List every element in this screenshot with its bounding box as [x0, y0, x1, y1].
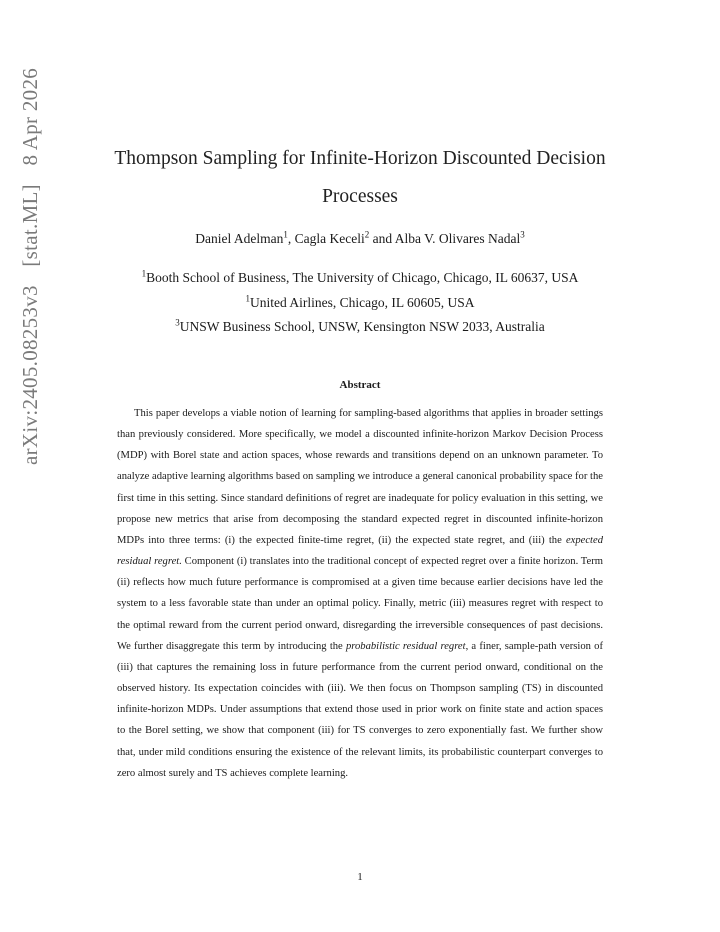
affiliation	[90, 291, 630, 316]
author-affiliation-mark: 2	[364, 229, 370, 240]
affiliation	[90, 266, 630, 291]
author-separator: ,	[287, 231, 295, 246]
author-name: Cagla Keceli	[294, 231, 365, 246]
author-name: Daniel Adelman	[195, 231, 284, 246]
affiliation-mark: 1	[141, 268, 147, 279]
affiliation-mark: 3	[175, 317, 180, 328]
author-name: Alba V. Olivares Nadal	[394, 231, 521, 246]
arxiv-date: 8 Apr 2026	[18, 67, 42, 166]
affiliation-list	[90, 266, 630, 340]
arxiv-stamp	[18, 55, 43, 465]
author-affiliation-mark: 1	[283, 229, 288, 240]
page-number: 1	[357, 871, 363, 883]
affiliation-text: United Airlines, Chicago, IL 60605, USA	[250, 294, 475, 310]
author-list	[90, 229, 630, 249]
author-separator: and	[369, 231, 395, 246]
abstract-text: , a finer, sample-path version of (iii) that captures the remaining loss in future performance from the current period onward, conditional on the observed history. Its expectation coincides with (iii). We then focus on Thompson sampling (TS) in discounted infinite-horizon MDPs. Under assumptions that extend those used in prior work on finite state and action spaces to the Borel setting, we show that component (iii) for TS converges to zero exponentially fast. We further show that, under mild conditions ensuring the existence of the relevant limits, its probabilistic counterpart converges to zero almost surely and TS achieves complete learning.	[117, 640, 603, 779]
author-affiliation-mark: 3	[520, 229, 525, 240]
paper-title: Thompson Sampling for Infinite-Horizon Discounted Decision Processes	[114, 148, 606, 207]
abstract-emphasis: probabilistic residual regret	[345, 640, 466, 652]
abstract-heading: Abstract	[339, 379, 381, 391]
affiliation-text: UNSW Business School, UNSW, Kensington NSW 2033, Australia	[179, 319, 545, 334]
arxiv-category: [stat.ML]	[18, 184, 42, 267]
affiliation-mark: 1	[245, 293, 250, 303]
arxiv-id[interactable]: arXiv:2405.08253v3	[18, 285, 42, 465]
abstract-text: Component (i) translates into the traditional concept of expected regret over a finite horizon. Term (ii) reflects how much future performance is compromised at a given time because earlier decisions have led the system to a less favorable state than under an optimal policy. Finally, metric (iii) measures regret with respect to the optimal reward from the current period onward, disregarding the irreversible consequences of past decisions. We further disaggregate this term by introducing the	[117, 556, 604, 652]
abstract-emphasis: expected residual regret.	[117, 534, 603, 568]
affiliation-text: Booth School of Business, The University of Chicago, Chicago, IL 60637, USA	[146, 270, 579, 285]
affiliation	[90, 315, 630, 340]
abstract-body	[117, 403, 603, 784]
abstract-text: This paper develops a viable notion of learning for sampling-based algorithms that applies in broader settings than previously considered. More specifically, we model a discounted infinite-horizon Markov Decision Process (MDP) with Borel state and action spaces, whose rewards and transitions depend on an unknown parameter. To analyze adaptive learning algorithms based on sampling we introduce a general canonical probability space for the first time in this setting. Since standard definitions of regret are inadequate for policy evaluation in this setting, we propose new metrics that arise from decomposing the standard expected regret in discounted infinite-horizon MDPs into three terms: (i) the expected finite-time regret, (ii) the expected state regret, and (iii) the	[117, 408, 603, 546]
